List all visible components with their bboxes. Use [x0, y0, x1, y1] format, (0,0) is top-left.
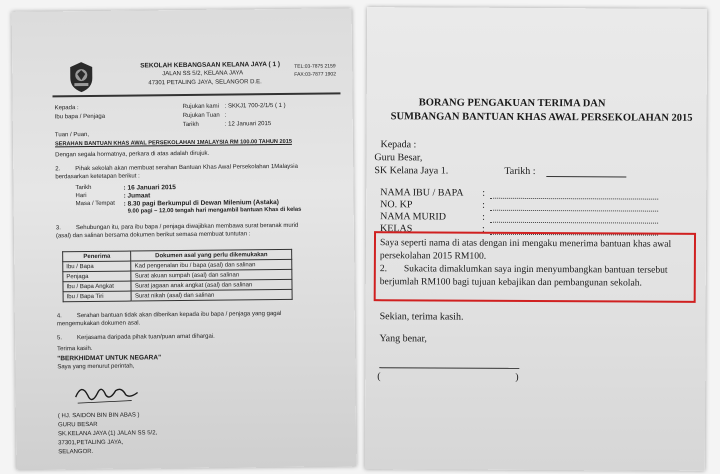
p4-line-2: mengemukakan dokumen asal.: [56, 320, 141, 328]
p4-line-1: Serahan bantuan tidak akan diberikan kepada ibu bapa / penjaga yang gagal: [76, 310, 282, 320]
declaration-line-1: Saya seperti nama di atas dengan ini mengaku menerima bantuan khas awal: [379, 237, 672, 250]
school-fax: FAX:03-7877 1902: [294, 71, 337, 78]
form-yang-benar: Yang benar,: [379, 333, 427, 345]
rujukan-kami-label: Rujukan kami: [182, 103, 220, 111]
table-cell: Ibu / Bapa Tiri: [63, 291, 131, 302]
field-label-no-kp: NO. KP: [380, 199, 413, 211]
event-hari-label: Hari: [75, 193, 87, 200]
school-address-2: 47301 PETALING JAYA, SELANGOR D.E.: [148, 79, 262, 87]
terima-kasih: Terima kasih.: [57, 345, 93, 353]
field-colon: :: [482, 211, 485, 223]
paren-open: (: [377, 371, 381, 383]
declaration-line-3: Sukacita dimaklumkan saya ingin menyumbangkan bantuan tersebut: [403, 263, 668, 276]
rujukan-kami-value: : SKKJ1 700-2/1/5 ( 1 ): [224, 102, 286, 110]
letter-subject: SERAHAN BANTUAN KHAS AWAL PERSEKOLAHAN 1MALAYSIA RM 100.00 TAHUN 2015: [54, 138, 292, 148]
motto: "BERKHIDMAT UNTUK NEGARA": [57, 354, 162, 363]
table-cell: Ibu / Bapa: [63, 261, 131, 272]
table-cell: Kad pengenalan ibu / bapa (asal) dan salinan: [131, 259, 292, 271]
form-sekian: Sekian, terima kasih.: [379, 311, 464, 323]
event-masa-label: Masa / Tempat: [75, 200, 115, 208]
field-colon: :: [482, 199, 485, 211]
field-label-nama-murid: NAMA MURID: [380, 211, 446, 223]
rujukan-tuan-label: Rujukan Tuan: [182, 112, 220, 120]
opening-line: Dengan segala hormatnya, perkara di atas adalah dirujuk.: [55, 150, 210, 159]
event-masa-value-2: 9.00 pagi – 12.00 tengah hari mengambil bantuan Khas di kelas: [127, 206, 302, 215]
event-tarikh-value: : 16 Januari 2015: [123, 184, 176, 192]
paren-close: ): [515, 371, 519, 383]
tarikh-label: Tarikh: [182, 121, 199, 129]
declaration-number-2: 2.: [379, 263, 388, 275]
event-tarikh-label: Tarikh: [75, 184, 92, 192]
declaration-line-2: persekolahan 2015 RM100.: [379, 250, 487, 262]
signatory-address-3: SELANGOR.: [58, 448, 94, 456]
kepada-value: Ibu bapa / Penjaga: [54, 113, 106, 121]
field-colon: :: [482, 187, 486, 199]
p2-number: 2.: [55, 166, 61, 173]
tarikh-field-line[interactable]: [546, 176, 626, 177]
kepada-label: Kepada :: [54, 105, 79, 112]
table-row: [63, 289, 292, 301]
rujukan-tuan-value: :: [224, 112, 227, 119]
table-header: Dokumen asal yang perlu dikemukakan: [131, 249, 292, 261]
letterhead-divider: [52, 92, 340, 97]
nama-ibu-bapa-field[interactable]: [490, 198, 658, 200]
field-label-nama-ibu-bapa: NAMA IBU / BAPA: [380, 187, 464, 199]
declaration-line-4: berjumlah RM100 bagi tujuan kebajikan dan pembangunan sekolah.: [379, 276, 642, 289]
p3-number: 3.: [55, 225, 61, 232]
signature-line[interactable]: [379, 367, 519, 369]
no-kp-field[interactable]: [490, 210, 658, 212]
p2-line-1: Pihak sekolah akan membuat serahan Bantuan Khas Awal Persekolahan 1Malaysia: [75, 163, 298, 173]
school-name: SEKOLAH KEBANGSAAN KELANA JAYA ( 1 ): [140, 60, 281, 70]
documents-table: [62, 249, 293, 302]
tarikh-value: : 12 Januari 2015: [224, 121, 272, 128]
yang-menurut: Saya yang menurut perintah,: [57, 363, 135, 371]
school-crest-icon: [68, 61, 94, 93]
p3-line-2: (asal) dan salinan bersama dokumen berikut semasa membuat tuntutan :: [55, 231, 251, 240]
table-header: Penerima: [63, 251, 131, 262]
nama-murid-field[interactable]: [490, 222, 658, 224]
form-title-1: BORANG PENGAKUAN TERIMA DAN: [418, 97, 606, 110]
table-cell: Surat akuan sumpah (asal) dan salinan: [131, 269, 292, 281]
p2-line-2: berdasarkan ketetapan berikut :: [55, 173, 140, 181]
form-title-2: SUMBANGAN BANTUAN KHAS AWAL PERSEKOLAHAN 2015: [390, 111, 693, 124]
p4-number: 4.: [56, 313, 62, 320]
field-label-kelas: KELAS: [380, 223, 413, 235]
p5-number: 5.: [57, 335, 63, 342]
form-guru-besar: Guru Besar,: [374, 152, 423, 164]
acknowledgement-form: [365, 7, 707, 471]
event-hari-value: : Jumaat: [123, 192, 151, 200]
table-cell: Surat jagaan anak angkat (asal) dan salinan: [131, 279, 292, 291]
form-tarikh-label: Tarikh :: [504, 165, 536, 177]
signatory-name: ( HJ. SAIDON BIN BIN ABAS ): [57, 412, 140, 420]
table-cell: Penjaga: [63, 271, 131, 282]
signature-icon: [71, 378, 141, 409]
signatory-address-2: 37301,PETALING JAYA,: [58, 439, 124, 447]
table-cell: Ibu / Bapa Angkat: [63, 281, 131, 292]
p5-line-1: Kerjasama daripada pihak tuan/puan amat dihargai.: [77, 333, 215, 342]
field-colon: :: [482, 223, 485, 235]
signatory-title: GURU BESAR: [57, 421, 98, 429]
event-masa-value-1: : 8.30 pagi Berkumpul di Dewan Milenium (Astaka): [123, 199, 279, 208]
p3-line-1: Sehubungan itu, para ibu bapa / penjaga diwajibkan membawa surat beranak murid: [75, 222, 299, 232]
form-kepada: Kepada :: [380, 139, 417, 151]
form-sekolah: SK Kelana Jaya 1.: [374, 165, 449, 177]
table-cell: Surat nikah (asal) dan salinan: [131, 289, 292, 301]
signatory-address-1: SK.KELANA JAYA (1) JALAN SS 5/2,: [58, 430, 158, 438]
school-address-1: JALAN SS 5/2, KELANA JAYA: [162, 70, 244, 78]
school-tel: TEL:03-7875 2159: [294, 63, 336, 70]
school-letter: [12, 8, 357, 470]
salutation: Tuan / Puan,: [54, 131, 90, 139]
